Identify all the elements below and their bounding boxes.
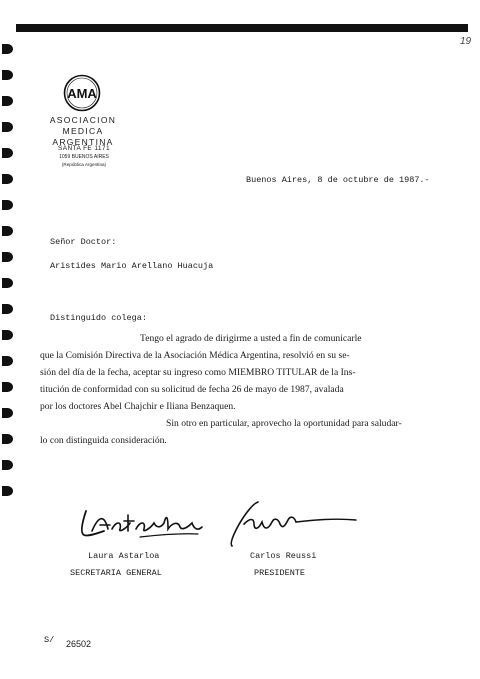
org-name-line: ASOCIACION MEDICA bbox=[49, 115, 117, 136]
signatory-name: Carlos Reussi bbox=[250, 551, 317, 561]
address-country: (República Argentina) bbox=[61, 162, 107, 167]
binder-hole bbox=[2, 148, 13, 158]
binder-hole bbox=[2, 70, 13, 80]
logo-text: AMA bbox=[67, 86, 97, 101]
binder-hole bbox=[2, 174, 13, 184]
scan-edge-band bbox=[16, 24, 468, 32]
date-line: Buenos Aires, 8 de octubre de 1987.- bbox=[246, 175, 430, 185]
footer-prefix: S/ bbox=[44, 635, 55, 645]
paragraph-line: Sin otro en particular, aprovecho la oportunidad para saludar- bbox=[166, 418, 402, 429]
binder-hole bbox=[2, 330, 13, 340]
letterhead-address bbox=[48, 145, 120, 169]
binder-hole bbox=[2, 356, 13, 366]
recipient-name: Aristides Mario Arellano Huacuja bbox=[50, 261, 214, 271]
paragraph-line: sión del día de la fecha, aceptar su ingreso como MIEMBRO TITULAR de la Ins- bbox=[40, 367, 356, 378]
signatory-role: PRESIDENTE bbox=[254, 568, 306, 578]
binder-hole bbox=[2, 252, 13, 262]
address-city: 1059 BUENOS AIRES bbox=[59, 154, 109, 160]
greeting: Distinguido colega: bbox=[50, 313, 147, 323]
signatory-role: SECRETARIA GENERAL bbox=[70, 568, 162, 578]
binder-hole bbox=[2, 278, 13, 288]
binder-hole bbox=[2, 226, 13, 236]
binder-hole bbox=[2, 122, 13, 132]
salutation: Señor Doctor: bbox=[50, 237, 117, 247]
binder-hole bbox=[2, 382, 13, 392]
paragraph-line: titución de conformidad con su solicitud de fecha 26 de mayo de 1987, avalada bbox=[40, 384, 344, 395]
binder-hole bbox=[2, 44, 13, 54]
paragraph-line: Tengo el agrado de dirigirme a usted a fin de comunicarle bbox=[140, 333, 362, 344]
binder-hole bbox=[2, 304, 13, 314]
binder-hole bbox=[2, 408, 13, 418]
signature-astarloa bbox=[78, 503, 208, 543]
binder-hole bbox=[2, 200, 13, 210]
binder-hole bbox=[2, 434, 13, 444]
address-street: SANTA FE 1171 bbox=[58, 145, 110, 152]
signatory-name: Laura Astarloa bbox=[88, 551, 160, 561]
footer-code: 26502 bbox=[66, 639, 92, 649]
page-number: 19 bbox=[460, 36, 472, 47]
org-name-line: ARGENTINA bbox=[52, 137, 114, 147]
binder-holes bbox=[0, 40, 14, 510]
binder-hole bbox=[2, 460, 13, 470]
signature-reussi bbox=[224, 496, 364, 552]
ama-logo bbox=[62, 74, 102, 112]
binder-hole bbox=[2, 96, 13, 106]
paragraph-line: lo con distinguida consideración. bbox=[40, 435, 167, 446]
paragraph-line: que la Comisión Directiva de la Asociación Médica Argentina, resolvió en su se- bbox=[40, 350, 350, 361]
paragraph-line: por los doctores Abel Chajchir e Iliana Benzaquen. bbox=[40, 401, 236, 412]
organization-name bbox=[30, 115, 136, 148]
binder-hole bbox=[2, 486, 13, 496]
